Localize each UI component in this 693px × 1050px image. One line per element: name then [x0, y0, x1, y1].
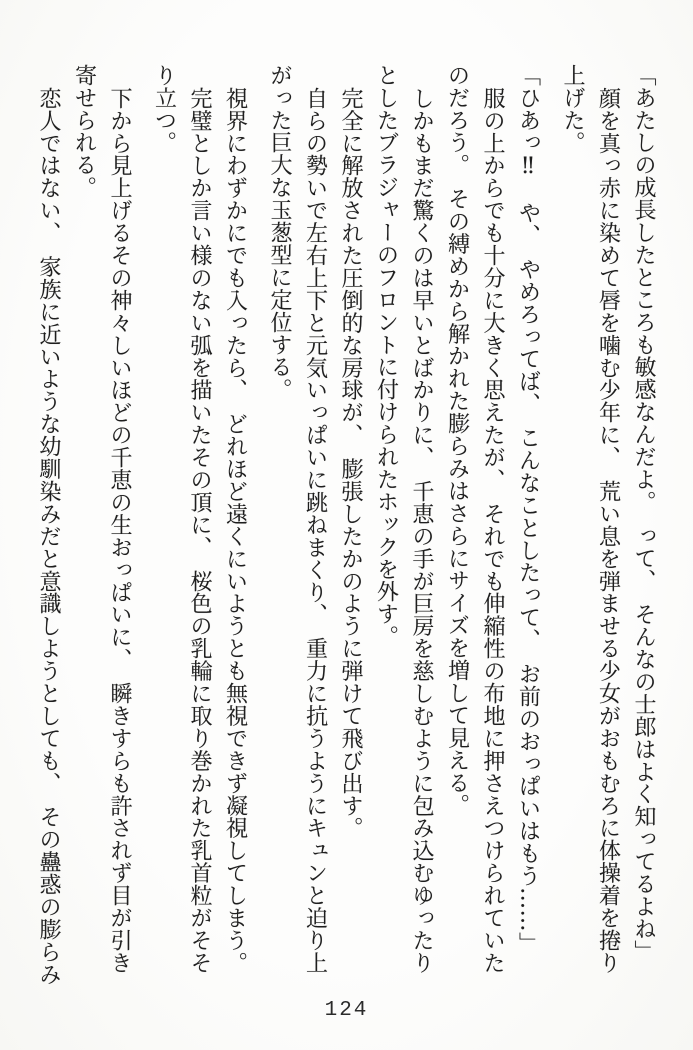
text-line: 「あたしの成長したところも敏感なんだよ。 って、 そんなの士郎はよく知ってるよね」 — [631, 64, 656, 963]
text-line: 下から見上げるその神々しいほどの千恵の生おっぱいに、 瞬きすらも許されず目が引き — [107, 86, 132, 974]
text-line: 寄せられる。 — [71, 64, 97, 199]
text-line: としたブラジャーのフロントに付けられたホックを外す。 — [373, 64, 399, 648]
text-line: 服の上からでも十分に大きく思えたが、 それでも伸縮性の布地に押さえつけられていた — [480, 86, 505, 974]
text-line: 完全に解放された圧倒的な房球が、 膨張したかのように弾けて飛び出す。 — [338, 86, 363, 839]
body-text — [25, 64, 656, 986]
text-line: り立つ。 — [151, 64, 177, 154]
page-number: 124 — [324, 999, 369, 1022]
text-line: のだろう。 その縛めから解かれた膨らみはさらにサイズを増して見える。 — [444, 64, 470, 817]
text-line: がった巨大な玉葱型に定位する。 — [267, 64, 292, 401]
text-line: 恋人ではない、 家族に近いような幼馴染みだと意識しようとしても、 その蠱惑の膨らみ — [36, 86, 61, 985]
text-line: 顔を真っ赤に染めて唇を噛む少年に、 荒い息を弾ませる少女がおもむろに体操着を捲り — [595, 86, 621, 974]
text-line: 完璧としか言い様のない弧を描いたその頂に、 桜色の乳輪に取り巻かれた乳首粒がそそ — [187, 86, 212, 974]
text-line: 視界にわずかにでも入ったら、 どれほど遠くにいようとも無視できず凝視してしまう。 — [222, 86, 248, 974]
text-line: 上げた。 — [560, 64, 585, 154]
text-line: 自らの勢いで左右上下と元気いっぱいに跳ねまくり、 重力に抗うようにキュンと迫り上 — [302, 86, 328, 974]
text-line: しかもまだ驚くのは早いとばかりに、 千恵の手が巨房を慈しむように包み込むゆったり — [409, 86, 434, 974]
text-line: 「ひあっ‼ や、 やめろってば、 こんなことしたって、 お前のおっぱいはもう……」 — [515, 64, 541, 955]
